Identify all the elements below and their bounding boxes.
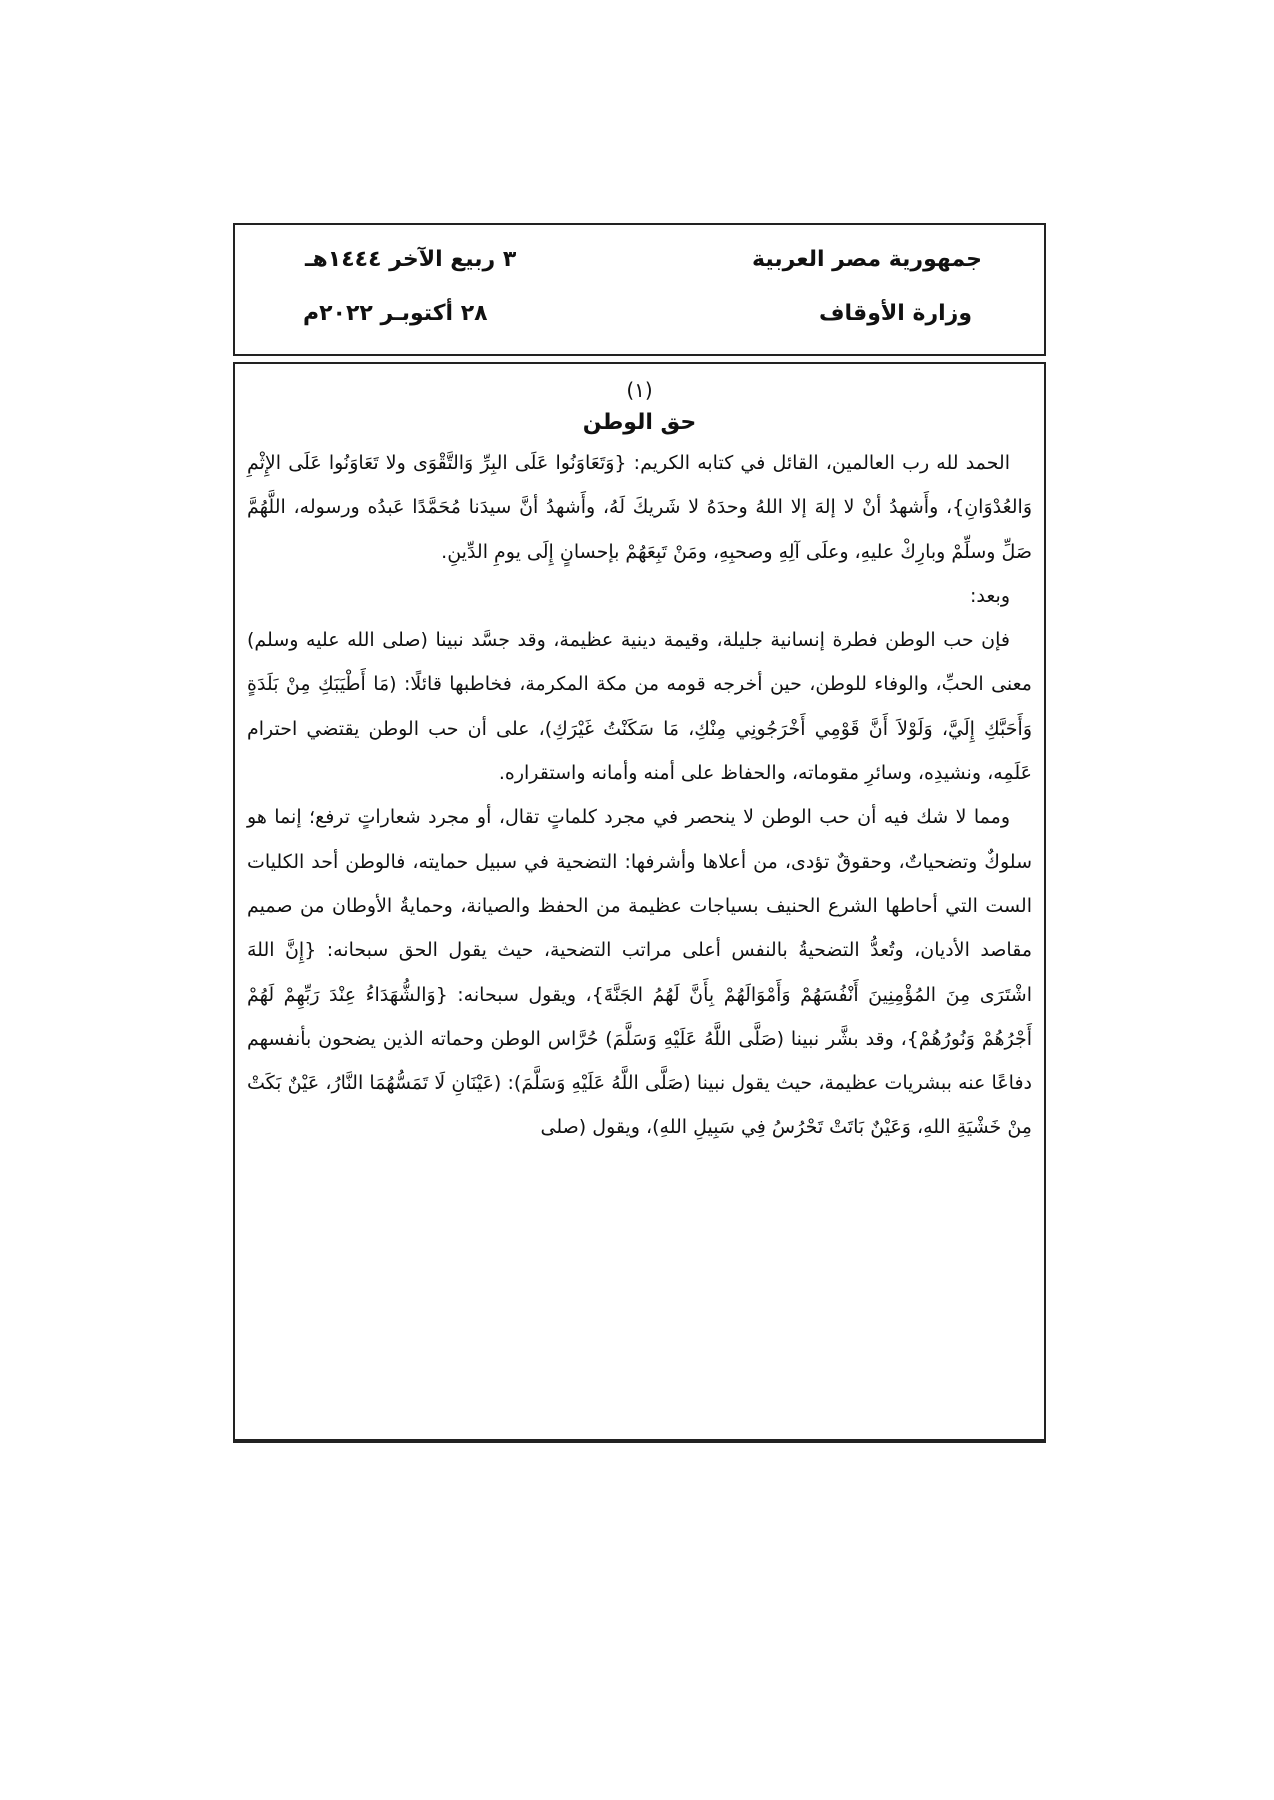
paragraph-transition: وبعد:	[969, 584, 1010, 607]
sermon-body	[233, 362, 1046, 1443]
document-header	[233, 223, 1046, 356]
sermon-number: (١)	[626, 378, 653, 402]
paragraph-sacrifice: ومما لا شك فيه أن حب الوطن لا ينحصر في مجرد كلماتٍ تقال، أو مجرد شعاراتٍ ترفع؛ إنما هو سلوكٌ وتضحياتٌ، وحقوقٌ تؤدى، من أعلاها وأشرفها: التضحية في سبيل حمايته، فالوطن أحد الكليات الست التي أحاطها الشرع الحنيف بسياجات عظيمة من الحفظ والصيانة، وحمايةُ الأوطان من صميم مقاصد الأديان، وتُعدُّ التضحيةُ بالنفس أعلى مراتب التضحية، حيث يقول الحق سبحانه: {إِنَّ اللهَ اشْتَرَى مِنَ المُؤْمِنِينَ أَنْفُسَهُمْ وَأَمْوَالَهُمْ بِأَنَّ لَهُمُ الجَنَّةَ}، ويقول سبحانه: {وَالشُّهَدَاءُ عِنْدَ رَبِّهِمْ لَهُمْ أَجْرُهُمْ وَنُورُهُمْ}، وقد بشَّر نبينا (صَلَّى اللَّهُ عَلَيْهِ وَسَلَّمَ) حُرَّاس الوطن وحماته الذين يضحون بأنفسهم دفاعًا عنه ببشريات عظيمة، حيث يقول نبينا (صَلَّى اللَّهُ عَلَيْهِ وَسَلَّمَ): (عَيْنَانِ لَا تَمَسُّهُمَا النَّارُ، عَيْنٌ بَكَتْ مِنْ خَشْيَةِ اللهِ، وَعَيْنٌ بَاتَتْ تَحْرُسُ فِي سَبِيلِ اللهِ)، ويقول (صلى	[247, 806, 1032, 1139]
ministry-name: وزارة الأوقاف	[818, 301, 972, 326]
hijri-date: ٣ ربيع الآخر ١٤٤٤هـ	[305, 247, 517, 272]
paragraph-opening: الحمد لله رب العالمين، القائل في كتابه الكريم: {وَتَعَاوَنُوا عَلَى البِرِّ وَالتَّقْوَى ولا تَعَاوَنُوا عَلَى الإِثْمِ وَالعُدْوَانِ}، وأَشهدُ أنْ لا إلهَ إلا اللهُ وحدَهُ لا شَريكَ لَهُ، وأَشهدُ أنَّ سيدَنا مُحَمَّدًا عَبدُه ورسوله، اللَّهُمَّ صَلِّ وسلِّمْ وبارِكْ عليهِ، وعلَى آلِهِ وصحبِهِ، ومَنْ تَبِعَهُمْ بإحسانٍ إِلَى يومِ الدِّينِ.	[247, 452, 1032, 563]
paragraph-love-of-homeland: فإن حب الوطن فطرة إنسانية جليلة، وقيمة دينية عظيمة، وقد جسَّد نبينا (صلى الله عليه وسلم) معنى الحبِّ، والوفاء للوطن، حين أخرجه قومه من مكة المكرمة، فخاطبها قائلًا: (مَا أَطْيَبَكِ مِنْ بَلَدَةٍ وَأَحَبَّكِ إِلَيَّ، وَلَوْلاَ أَنَّ قَوْمِي أَخْرَجُونِي مِنْكِ، مَا سَكَنْتُ غَيْرَكِ)، على أن حب الوطن يقتضي احترام عَلَمِه، ونشيدِه، وسائرِ مقوماته، والحفاظ على أمنه وأمانه واستقراره.	[247, 629, 1032, 785]
sermon-content	[235, 441, 1044, 1150]
gregorian-date: ٢٨ أكتوبـر ٢٠٢٢م	[303, 301, 488, 326]
country-name: جمهورية مصر العربية	[752, 247, 982, 272]
sermon-title: حق الوطن	[582, 410, 697, 435]
